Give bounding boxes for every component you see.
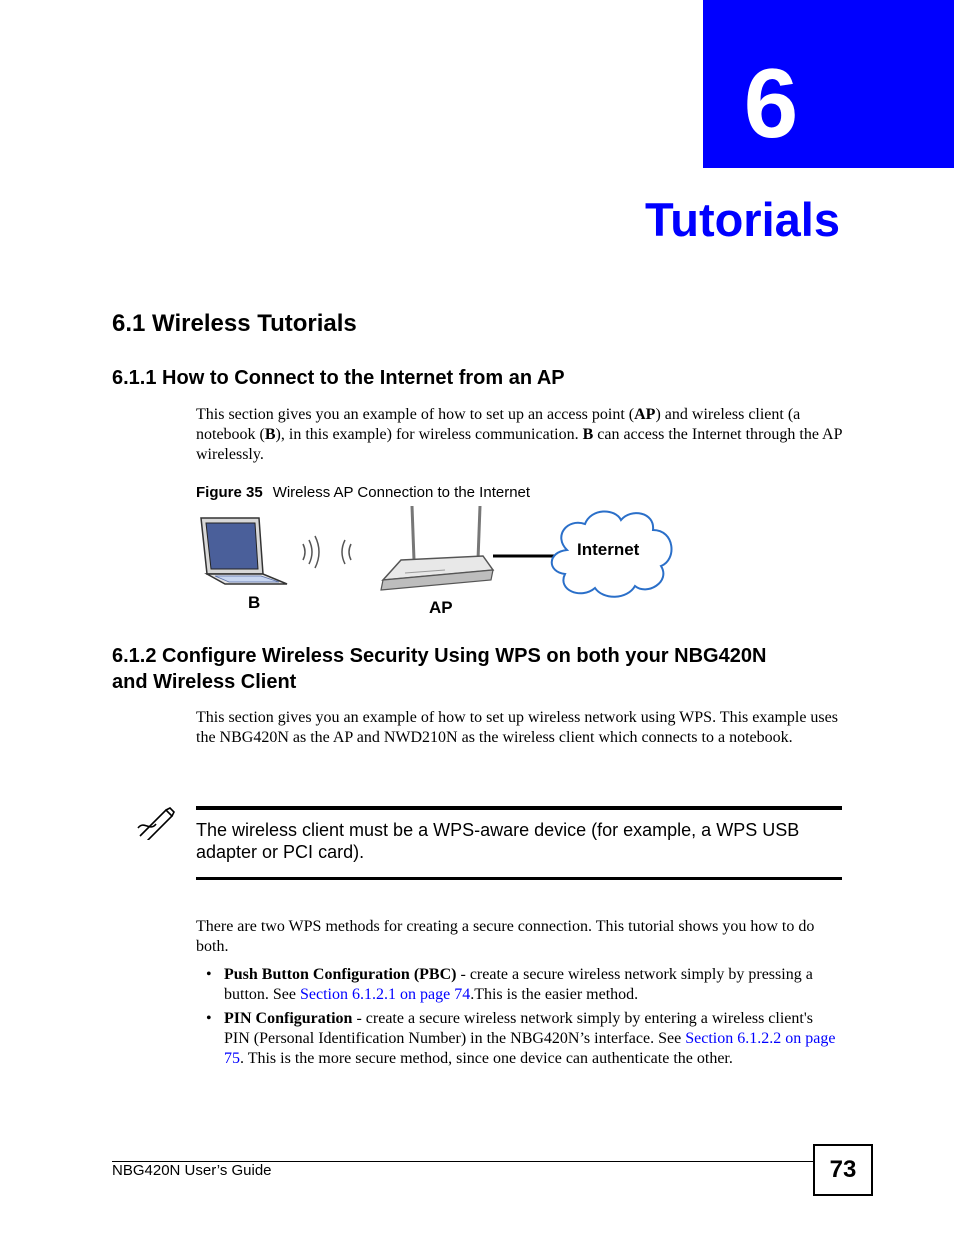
figure-label: Figure 35 xyxy=(196,484,263,501)
ap-label: AP xyxy=(429,598,453,617)
text-run: ), in this example) for wireless communication. xyxy=(275,426,583,443)
figure-caption xyxy=(196,484,530,501)
bold-run: B xyxy=(582,426,594,443)
chapter-number: 6 xyxy=(743,48,799,158)
paragraph-6-1-2: This section gives you an example of how to set up wireless network using WPS. This example uses the NBG420N as the AP and NWD210N as the wireless client which connects to a notebook. xyxy=(196,709,838,746)
note-text: The wireless client must be a WPS-aware device (for example, a WPS USB adapter or PCI card). xyxy=(196,820,800,862)
page-number: 73 xyxy=(813,1144,873,1196)
bold-run: Push Button Configuration (PBC) xyxy=(224,966,457,983)
wireless-signal-icon xyxy=(303,536,351,568)
text-run: can access the Internet through the AP wirelessly. xyxy=(196,426,842,463)
text-run: - create a secure wireless network simply by pressing a button. See xyxy=(224,966,813,1003)
link-section-6-1-2-1[interactable]: Section 6.1.2.1 on page 74 xyxy=(300,986,471,1003)
text-run: - create a secure wireless network simply by entering a wireless client's PIN (Personal Identification Number) in the NBG420N’s interface. See xyxy=(224,1010,813,1047)
section-heading-6-1: 6.1 Wireless Tutorials xyxy=(112,310,357,337)
bold-run: PIN Configuration xyxy=(224,1010,353,1027)
paragraph-6-1-1 xyxy=(196,405,842,465)
laptop-icon xyxy=(201,518,287,584)
heading-line: and Wireless Client xyxy=(112,671,297,693)
pencil-note-icon xyxy=(136,806,176,840)
figure-caption-text: Wireless AP Connection to the Internet xyxy=(272,484,531,501)
note-rule-bottom xyxy=(196,877,842,880)
paragraph-wps-intro: There are two WPS methods for creating a secure connection. This tutorial shows you how to do both. xyxy=(196,918,815,955)
section-heading-6-1-2 xyxy=(112,643,872,695)
chapter-title: Tutorials xyxy=(645,193,840,246)
section-heading-6-1-1: 6.1.1 How to Connect to the Internet from an AP xyxy=(112,367,565,389)
text-run: This section gives you an example of how to set up an access point ( xyxy=(196,406,635,423)
internet-label: Internet xyxy=(577,540,640,559)
list-item-pbc xyxy=(196,965,842,1005)
footer-guide-title: NBG420N User’s Guide xyxy=(112,1162,272,1179)
list-item-pin xyxy=(196,1009,842,1069)
access-point-icon xyxy=(381,506,493,590)
note-rule-top xyxy=(196,806,842,810)
laptop-label-b: B xyxy=(248,593,261,612)
bold-run: AP xyxy=(634,406,656,423)
bold-run: B xyxy=(264,426,276,443)
text-run: .This is the easier method. xyxy=(470,986,639,1003)
wps-method-list xyxy=(196,965,842,1073)
link-section-6-1-2-2[interactable]: Section 6.1.2.2 on page 75 xyxy=(224,1030,836,1067)
text-run: ) and wireless client (a notebook ( xyxy=(196,406,801,443)
heading-line: 6.1.2 Configure Wireless Security Using WPS on both your NBG420N xyxy=(112,645,767,667)
text-run: . This is the more secure method, since one device can authenticate the other. xyxy=(240,1050,733,1067)
